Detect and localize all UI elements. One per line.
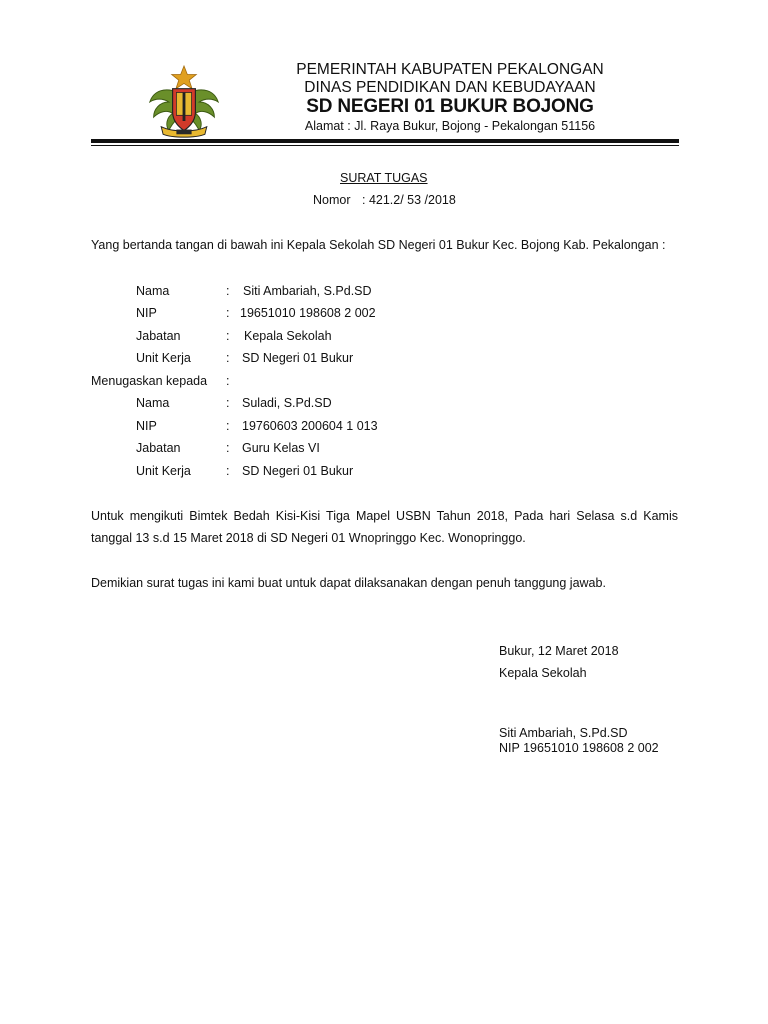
signature-name: Siti Ambariah, S.Pd.SD — [499, 726, 628, 740]
letterhead-address: Alamat : Jl. Raya Bukur, Bojong - Pekalongan 51156 — [304, 119, 596, 133]
signer-position-label: Jabatan — [136, 329, 181, 343]
letter-number-label: Nomor — [313, 193, 351, 207]
coat-of-arms-logo — [146, 64, 222, 140]
assign-colon: : — [226, 374, 230, 388]
letterhead-department: DINAS PENDIDIKAN DAN KEBUDAYAAN — [304, 79, 596, 96]
letter-title: SURAT TUGAS — [340, 171, 428, 185]
purpose-paragraph: Untuk mengikuti Bimtek Bedah Kisi-Kisi Tiga Mapel USBN Tahun 2018, Pada hari Selasa s.d Kamis tanggal 13 s.d 15 Maret 2018 di SD Negeri 01 Wnopringgo Kec. Wonopringgo. — [91, 509, 678, 545]
assignee-unit-value: SD Negeri 01 Bukur — [242, 464, 354, 478]
assignee-nip-colon: : — [226, 419, 230, 433]
signer-position-value: Kepala Sekolah — [244, 329, 332, 343]
closing-paragraph: Demikian surat tugas ini kami buat untuk dapat dilaksanakan dengan penuh tanggung jawab. — [91, 576, 606, 590]
signer-unit-label: Unit Kerja — [136, 351, 191, 365]
signer-unit-value: SD Negeri 01 Bukur — [242, 351, 354, 365]
letterhead-school-name: SD NEGERI 01 BUKUR BOJONG — [306, 96, 594, 117]
assignee-name-colon: : — [226, 396, 230, 410]
letter-number-value: : 421.2/ 53 /2018 — [362, 193, 456, 207]
signer-nip-value: 19651010 198608 2 002 — [240, 306, 376, 320]
letterhead-divider-thin — [91, 145, 679, 146]
assign-label: Menugaskan kepada — [91, 374, 208, 388]
assignee-position-value: Guru Kelas VI — [242, 441, 320, 455]
assignee-name-value: Suladi, S.Pd.SD — [242, 396, 332, 410]
signature-place-date: Bukur, 12 Maret 2018 — [499, 644, 619, 658]
signer-position-colon: : — [226, 329, 230, 343]
letterhead-divider-thick — [91, 139, 679, 143]
assignee-unit-colon: : — [226, 464, 230, 478]
signer-name-value: Siti Ambariah, S.Pd.SD — [243, 284, 372, 298]
letterhead-government: PEMERINTAH KABUPATEN PEKALONGAN — [296, 61, 604, 78]
assignee-nip-value: 19760603 200604 1 013 — [242, 419, 378, 433]
signer-nip-label: NIP — [136, 306, 157, 320]
signature-position: Kepala Sekolah — [499, 666, 587, 680]
assignee-name-label: Nama — [136, 396, 170, 410]
assignee-nip-label: NIP — [136, 419, 157, 433]
assignee-position-colon: : — [226, 441, 230, 455]
signer-name-label: Nama — [136, 284, 170, 298]
signer-unit-colon: : — [226, 351, 230, 365]
letter-intro: Yang bertanda tangan di bawah ini Kepala Sekolah SD Negeri 01 Bukur Kec. Bojong Kab. Pekalongan : — [91, 238, 666, 252]
assignee-position-label: Jabatan — [136, 441, 181, 455]
signer-name-colon: : — [226, 284, 230, 298]
signer-nip-colon: : — [226, 306, 230, 320]
signature-nip: NIP 19651010 198608 2 002 — [499, 741, 659, 755]
assignee-unit-label: Unit Kerja — [136, 464, 191, 478]
